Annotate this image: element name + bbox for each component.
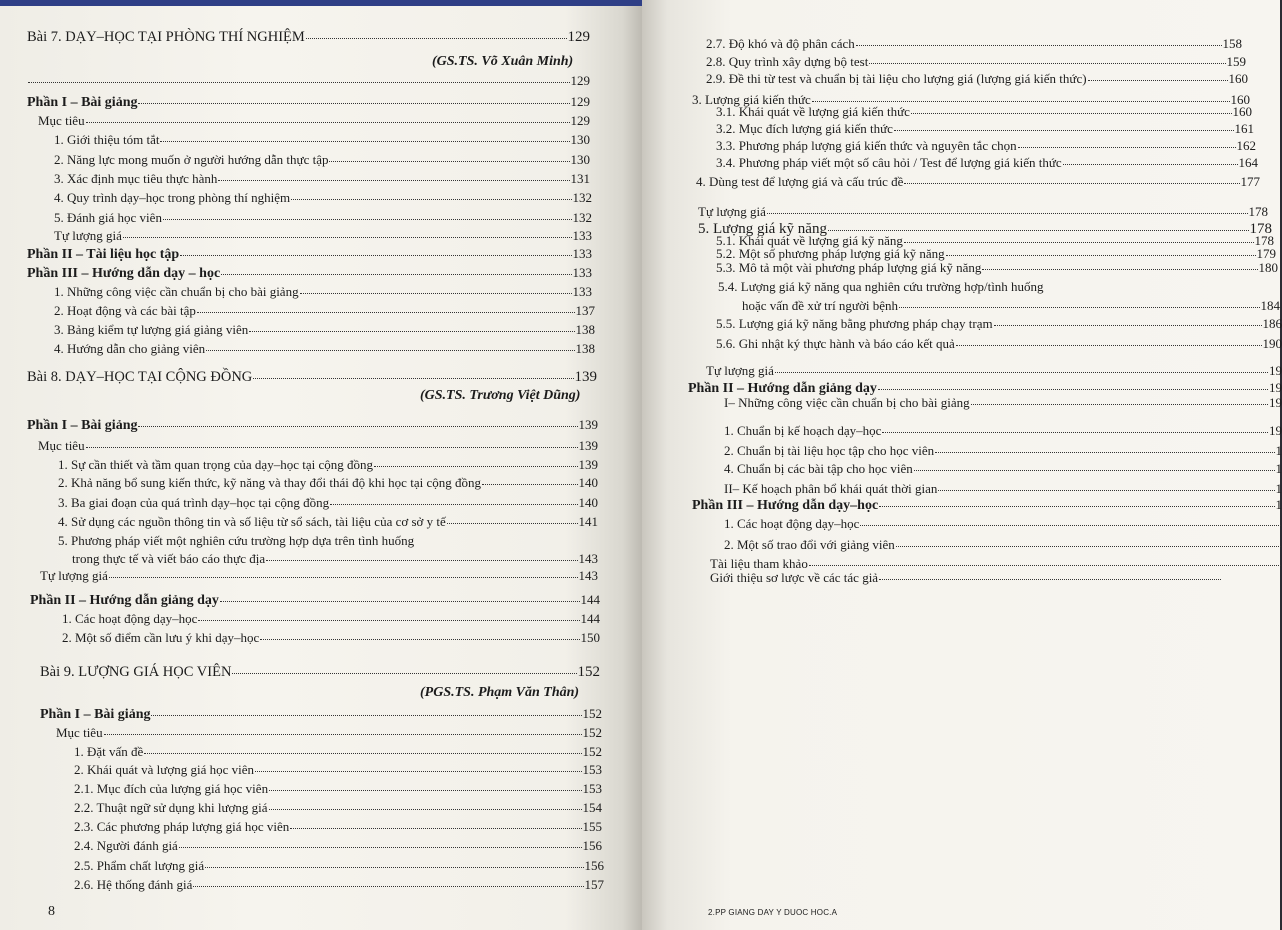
dot-leader: [1088, 71, 1228, 81]
toc-entry: [716, 121, 1254, 136]
toc-page-number: 153: [582, 781, 602, 796]
dot-leader: [482, 475, 578, 485]
dot-leader: [206, 341, 574, 351]
toc-entry: [724, 443, 1282, 458]
toc-entry-title: 4. Hướng dẫn cho giảng viên: [54, 341, 206, 356]
dot-leader: [86, 438, 578, 448]
toc-page-number: 190: [1262, 336, 1282, 351]
dot-leader: [266, 551, 577, 561]
dot-leader: [86, 113, 570, 123]
dot-leader: [809, 556, 1281, 566]
toc-lesson-heading: [40, 665, 600, 680]
toc-page-number: 129: [567, 29, 590, 45]
toc-entry-title: Tài liệu tham khảo: [710, 556, 808, 571]
toc-entry: [74, 819, 602, 834]
dot-leader: [290, 819, 581, 829]
dot-leader: [221, 265, 571, 275]
toc-page-number: 19: [1269, 363, 1282, 378]
dot-leader: [775, 363, 1268, 373]
toc-entry: [710, 556, 1282, 571]
toc-page-number: 180: [1258, 260, 1278, 275]
toc-part-heading: [27, 417, 598, 433]
toc-entry: [716, 138, 1256, 153]
toc-page-number: 152: [582, 725, 602, 740]
dot-leader: [956, 336, 1262, 346]
toc-entry-title: II– Kế hoạch phân bổ khái quát thời gian: [724, 481, 938, 496]
print-footer-tag: 2.PP GIANG DAY Y DUOC HOC.A: [708, 908, 838, 917]
toc-page-number: 139: [578, 457, 598, 472]
dot-leader: [894, 121, 1234, 131]
toc-entry: [706, 363, 1282, 378]
dot-leader: [163, 210, 572, 220]
toc-entry: [40, 568, 598, 583]
toc-page-number: 178: [1249, 221, 1272, 237]
toc-page-number: 140: [578, 475, 598, 490]
toc-entry-title: 1. Sự cần thiết và tầm quan trọng của dạy–học tại cộng đồng: [58, 457, 373, 472]
toc-entry-title: 3. Lượng giá kiến thức: [692, 92, 811, 107]
toc-part-heading: [30, 592, 600, 608]
toc-page-number: 1: [1275, 497, 1282, 512]
dot-leader: [197, 303, 575, 313]
toc-entry-title: Mục tiêu: [38, 438, 85, 453]
dot-leader: [205, 858, 583, 868]
dot-leader: [269, 781, 581, 791]
toc-entry-title: Mục tiêu: [38, 113, 85, 128]
toc-entry-title: 3.1. Khái quát về lượng giá kiến thức: [716, 104, 910, 119]
dot-leader: [123, 228, 572, 238]
dot-leader: [329, 152, 569, 162]
toc-entry-title: 2. Một số trao đổi với giảng viên: [724, 537, 895, 552]
toc-part-heading: [688, 380, 1282, 396]
toc-part-heading: [692, 497, 1282, 513]
dot-leader: [869, 54, 1225, 64]
toc-lesson-heading: [27, 370, 597, 385]
dot-leader: [447, 514, 578, 524]
toc-entry-title: 2. Chuẩn bị tài liệu học tập cho học viên: [724, 443, 935, 458]
toc-entry-title: 5. Đánh giá học viên: [54, 210, 162, 225]
toc-entry-title: Phần II – Hướng dẫn giảng dạy: [688, 381, 877, 396]
toc-entry: [706, 71, 1248, 86]
toc-entry-title: Bài 7. DẠY–HỌC TẠI PHÒNG THÍ NGHIỆM: [27, 29, 305, 45]
toc-page-number: 164: [1238, 155, 1258, 170]
dot-leader: [994, 316, 1262, 326]
toc-part-heading: [27, 246, 592, 262]
toc-entry-title: 4. Quy trình dạy–học trong phòng thí nghiệm: [54, 190, 291, 205]
right-page: [642, 0, 1280, 930]
toc-part-heading: [27, 265, 592, 281]
toc-page-number: 154: [582, 800, 602, 815]
toc-entry-title: Mục tiêu: [56, 725, 103, 740]
toc-entry-title: 2.5. Phẩm chất lượng giá: [74, 858, 205, 873]
toc-entry-title: 2.2. Thuật ngữ sử dụng khi lượng giá: [74, 800, 268, 815]
toc-entry: [716, 246, 1276, 261]
toc-entry-title: 2.3. Các phương pháp lượng giá học viên: [74, 819, 290, 834]
toc-entry-title: hoặc vấn đề xử trí người bệnh: [742, 298, 898, 313]
toc-entry-title: 2. Hoạt động và các bài tập: [54, 303, 196, 318]
toc-page-number: 152: [577, 664, 600, 680]
dot-leader: [260, 630, 579, 640]
toc-entry-title: 2.6. Hệ thống đánh giá: [74, 877, 193, 892]
toc-entry-title: 3.4. Phương pháp viết một số câu hỏi / Test để lượng giá kiến thức: [716, 155, 1062, 170]
toc-page-number: 132: [572, 210, 592, 225]
toc-page-number: 155: [582, 819, 602, 834]
dot-leader: [896, 537, 1281, 547]
toc-author: (GS.TS. Võ Xuân Minh): [432, 54, 574, 69]
toc-page-number: 178: [1254, 233, 1274, 248]
toc-entry: [724, 461, 1282, 476]
table-of-contents-right: [642, 0, 1280, 930]
dot-leader: [306, 29, 567, 39]
toc-page-number: 158: [1222, 36, 1242, 51]
toc-author: (PGS.TS. Phạm Văn Thân): [420, 685, 580, 700]
table-of-contents-left: [0, 6, 642, 930]
toc-entry: [54, 190, 592, 205]
dot-leader: [904, 174, 1239, 184]
toc-page-number: 160: [1228, 71, 1248, 86]
dot-leader: [218, 171, 569, 181]
toc-page-number: 138: [575, 322, 595, 337]
toc-entry: [696, 174, 1260, 189]
toc-entry: [54, 132, 590, 147]
toc-page-number: 156: [584, 858, 604, 873]
toc-entry-title: 5.5. Lượng giá kỹ năng bằng phương pháp chạy trạm: [716, 316, 993, 331]
dot-leader: [982, 260, 1257, 270]
toc-page-number: 184: [1260, 298, 1280, 313]
toc-entry: [716, 336, 1282, 351]
toc-page-number: 138: [575, 341, 595, 356]
toc-entry: [54, 341, 595, 356]
toc-entry-title: 5.3. Mô tả một vài phương pháp lượng giá kỹ năng: [716, 260, 982, 275]
toc-entry-title: 3.3. Phương pháp lượng giá kiến thức và nguyên tắc chọn: [716, 138, 1017, 153]
toc-entry-title: Phần I – Bài giảng: [40, 707, 151, 722]
toc-entry: [724, 481, 1282, 496]
dot-leader: [935, 443, 1274, 453]
toc-entry-line: 5.4. Lượng giá kỹ năng qua nghiên cứu trường hợp/tình huống: [718, 279, 1044, 294]
toc-page-number: 129: [570, 73, 590, 88]
toc-page-number: 131: [570, 171, 590, 186]
toc-entry: [74, 781, 602, 796]
toc-entry-line: 5. Phương pháp viết một nghiên cứu trường hợp dựa trên tình huống: [58, 533, 415, 548]
toc-entry-title: Tự lượng giá: [706, 363, 774, 378]
toc-entry: [62, 630, 600, 645]
toc-entry-title: 1. Những công việc cần chuẩn bị cho bài giảng: [54, 284, 299, 299]
dot-leader: [220, 592, 580, 602]
dot-leader: [138, 94, 569, 104]
toc-entry: [716, 260, 1278, 275]
dot-leader: [899, 298, 1260, 308]
toc-entry: [58, 457, 598, 472]
toc-entry: [724, 537, 1282, 552]
toc-entry: [724, 395, 1282, 410]
dot-leader: [180, 246, 571, 256]
toc-entry-title: 2. Khái quát và lượng giá học viên: [74, 762, 254, 777]
toc-entry-title: 2.7. Độ khó và độ phân cách: [706, 36, 855, 51]
toc-page-number: 160: [1230, 92, 1250, 107]
toc-page-number: 1: [1275, 461, 1282, 476]
dot-leader: [291, 190, 571, 200]
dot-leader: [300, 284, 572, 294]
toc-page-number: 152: [582, 744, 602, 759]
dot-leader: [179, 838, 582, 848]
dot-leader: [109, 568, 578, 578]
toc-entry: [706, 54, 1246, 69]
toc-page-number: 178: [1248, 204, 1268, 219]
dot-leader: [1018, 138, 1236, 148]
toc-page-number: 144: [580, 592, 600, 607]
toc-entry: [58, 514, 598, 529]
toc-entry: [54, 284, 592, 299]
toc-page-number: 19: [1269, 395, 1282, 410]
toc-page-number: 139: [578, 417, 598, 432]
toc-entry-title: Phần II – Tài liệu học tập: [27, 247, 180, 262]
toc-entry-title: Bài 8. DẠY–HỌC TẠI CỘNG ĐỒNG: [27, 369, 253, 385]
toc-entry: [698, 204, 1268, 219]
toc-page-number: 160: [1232, 104, 1252, 119]
toc-entry: [38, 438, 598, 453]
toc-entry-title: 2.1. Mục đích của lượng giá học viên: [74, 781, 269, 796]
toc-entry-title: Phần II – Hướng dẫn giảng dạy: [30, 593, 219, 608]
toc-entry: [74, 858, 604, 873]
toc-entry: [74, 877, 604, 892]
toc-page-number: 141: [578, 514, 598, 529]
toc-page-number: 133: [572, 284, 592, 299]
toc-page-number: 1: [1275, 481, 1282, 496]
toc-page-number: 19: [1269, 380, 1282, 395]
toc-entry: [54, 303, 595, 318]
toc-entry-title: 4. Chuẩn bị các bài tập cho học viên: [724, 461, 913, 476]
toc-entry-title: 3. Bảng kiểm tự lượng giá giảng viên: [54, 322, 249, 337]
dot-leader: [253, 369, 573, 379]
dot-leader: [193, 877, 583, 887]
toc-entry: [56, 725, 602, 740]
toc-page-number: 130: [570, 132, 590, 147]
dot-leader: [269, 800, 582, 810]
toc-entry-title: trong thực tế và viết báo cáo thực địa: [72, 551, 266, 566]
toc-page-number: 150: [580, 630, 600, 645]
toc-entry: [27, 73, 590, 88]
toc-entry: [54, 152, 590, 167]
toc-entry: [716, 316, 1282, 331]
toc-page-number: 1: [1275, 443, 1282, 458]
toc-entry-title: 2.4. Người đánh giá: [74, 838, 178, 853]
dot-leader: [828, 221, 1249, 231]
dot-leader: [946, 246, 1256, 256]
dot-leader: [971, 395, 1268, 405]
toc-page-number: 153: [582, 762, 602, 777]
toc-entry-title: Tự lượng giá: [54, 228, 122, 243]
toc-entry: [54, 228, 592, 243]
dot-leader: [232, 664, 576, 674]
toc-entry-title: 2. Năng lực mong muốn ở người hướng dẫn thực tập: [54, 152, 329, 167]
toc-page-number: 157: [584, 877, 604, 892]
toc-entry: [58, 495, 598, 510]
toc-entry: [74, 800, 602, 815]
dot-leader: [138, 417, 577, 427]
toc-page-number: 152: [582, 706, 602, 721]
toc-entry: [74, 762, 602, 777]
toc-page-number: 161: [1234, 121, 1254, 136]
dot-leader: [879, 497, 1274, 507]
toc-entry-title: Phần I – Bài giảng: [27, 95, 138, 110]
toc-page-number: 143: [578, 551, 598, 566]
toc-entry-title: 1. Các hoạt động dạy–học: [724, 516, 860, 531]
toc-entry-title: I– Những công việc cần chuẩn bị cho bài giảng: [724, 395, 970, 410]
toc-page-number: 137: [575, 303, 595, 318]
dot-leader: [198, 611, 579, 621]
toc-lesson-heading: [27, 30, 590, 45]
toc-entry-title: 1. Giới thiệu tóm tắt: [54, 132, 160, 147]
toc-page-number: 133: [572, 265, 592, 280]
toc-page-number: 177: [1240, 174, 1260, 189]
toc-entry-title: 4. Dùng test để lượng giá và cấu trúc đề: [696, 174, 904, 189]
toc-entry-title: 3.2. Mục đích lượng giá kiến thức: [716, 121, 893, 136]
toc-entry-title: Phần I – Bài giảng: [27, 418, 138, 433]
toc-page-number: 129: [570, 94, 590, 109]
dot-leader: [28, 73, 570, 83]
toc-entry-title: 5.1. Khái quát về lượng giá kỹ năng: [716, 233, 903, 248]
toc-entry: [742, 298, 1280, 313]
toc-page-number: 133: [572, 228, 592, 243]
toc-page-number: 143: [578, 568, 598, 583]
toc-page-number: 133: [572, 246, 592, 261]
toc-entry: [62, 611, 600, 626]
toc-entry-title: 5. Lượng giá kỹ năng: [698, 221, 827, 237]
toc-entry-title: Phần III – Hướng dẫn dạy–học: [692, 498, 879, 513]
toc-page-number: 156: [582, 838, 602, 853]
toc-page-number: 179: [1256, 246, 1276, 261]
toc-entry: [54, 171, 590, 186]
toc-entry-title: Tự lượng giá: [698, 204, 766, 219]
toc-entry: [724, 423, 1282, 438]
toc-part-heading: [27, 94, 590, 110]
toc-page-number: 132: [572, 190, 592, 205]
toc-entry-title: 2. Một số điểm cần lưu ý khi dạy–học: [62, 630, 260, 645]
dot-leader: [878, 380, 1268, 390]
toc-entry: [724, 516, 1282, 531]
dot-leader: [879, 570, 1221, 580]
dot-leader: [856, 36, 1222, 46]
toc-entry-title: Bài 9. LƯỢNG GIÁ HỌC VIÊN: [40, 664, 232, 680]
toc-entry-title: 1. Các hoạt động dạy–học: [62, 611, 198, 626]
dot-leader: [151, 706, 581, 716]
toc-entry: [58, 475, 598, 490]
dot-leader: [882, 423, 1268, 433]
toc-page-number: 144: [580, 611, 600, 626]
toc-author: (GS.TS. Trương Việt Dũng): [420, 388, 581, 403]
toc-page-number: 140: [578, 495, 598, 510]
toc-entry: [74, 838, 602, 853]
toc-entry-title: 2.9. Đề thi từ test và chuẩn bị tài liệu cho lượng giá (lượng giá kiến thức): [706, 71, 1087, 86]
toc-entry-title: 5.6. Ghi nhật ký thực hành và báo cáo kết quả: [716, 336, 955, 351]
toc-entry-title: 1. Đặt vấn đề: [74, 744, 144, 759]
toc-page-number: 129: [570, 113, 590, 128]
toc-page-number: 19: [1269, 423, 1282, 438]
page-number: 8: [48, 904, 55, 919]
dot-leader: [144, 744, 581, 754]
toc-page-number: 186: [1262, 316, 1282, 331]
toc-entry: [716, 155, 1258, 170]
dot-leader: [938, 481, 1274, 491]
toc-entry: [54, 210, 592, 225]
dot-leader: [904, 233, 1254, 243]
toc-entry-title: Tự lượng giá: [40, 568, 108, 583]
dot-leader: [330, 495, 577, 505]
toc-entry-title: 5.2. Một số phương pháp lượng giá kỹ năng: [716, 246, 945, 261]
dot-leader: [160, 132, 569, 142]
toc-entry-title: 3. Ba giai đoạn của quá trình dạy–học tại cộng đồng: [58, 495, 330, 510]
toc-part-heading: [40, 706, 602, 722]
toc-page-number: 130: [570, 152, 590, 167]
toc-entry-title: 2.8. Quy trình xây dựng bộ test: [706, 54, 869, 69]
toc-page-number: 159: [1226, 54, 1246, 69]
dot-leader: [255, 762, 582, 772]
dot-leader: [860, 516, 1281, 526]
toc-entry: [706, 36, 1242, 51]
toc-page-number: 162: [1236, 138, 1256, 153]
toc-page-number: 139: [574, 369, 597, 385]
dot-leader: [911, 104, 1232, 114]
toc-entry-title: Giới thiệu sơ lược về các tác giả: [710, 570, 879, 585]
dot-leader: [1063, 155, 1238, 165]
toc-entry: [716, 104, 1252, 119]
toc-entry-title: 4. Sử dụng các nguồn thông tin và số liệu từ sổ sách, tài liệu của cơ sở y tế: [58, 514, 446, 529]
toc-entry-title: 3. Xác định mục tiêu thực hành: [54, 171, 218, 186]
toc-entry: [54, 322, 595, 337]
toc-entry-title: 2. Khả năng bổ sung kiến thức, kỹ năng và thay đổi thái độ khi học tại cộng đồng: [58, 475, 481, 490]
dot-leader: [914, 461, 1275, 471]
dot-leader: [104, 725, 582, 735]
toc-entry: [710, 570, 1222, 585]
toc-entry-title: 1. Chuẩn bị kế hoạch dạy–học: [724, 423, 882, 438]
toc-page-number: 139: [578, 438, 598, 453]
toc-entry: [38, 113, 590, 128]
toc-entry: [74, 744, 602, 759]
dot-leader: [374, 457, 578, 467]
dot-leader: [812, 92, 1230, 102]
toc-entry-title: Phần III – Hướng dẫn dạy – học: [27, 266, 221, 281]
toc-entry: [72, 551, 598, 566]
dot-leader: [767, 204, 1248, 214]
dot-leader: [249, 322, 574, 332]
